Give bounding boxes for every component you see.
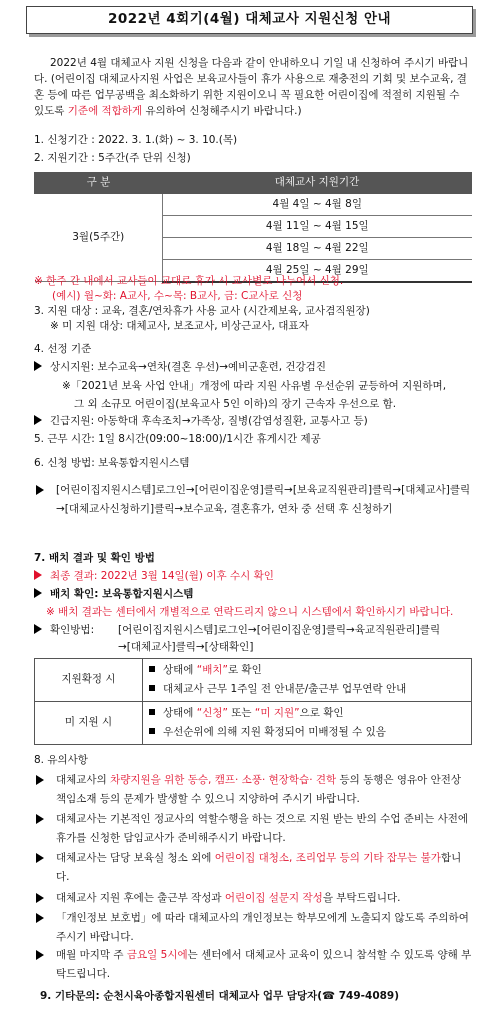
status-text: 상태에 xyxy=(163,707,197,719)
square-bullet-icon xyxy=(149,709,155,715)
notice-item-2 xyxy=(36,810,472,848)
square-bullet-icon xyxy=(149,728,155,734)
triangle-bullet-icon xyxy=(34,570,42,580)
notice-item-6 xyxy=(36,946,472,984)
section-1-application-period: 1. 신청기간 : 2022. 3. 1.(화) ~ 3. 10.(목) xyxy=(34,134,238,146)
final-result-text: 최종 결과: 2022년 3월 14일(월) 이후 수시 확인 xyxy=(50,570,274,582)
note-example: (예시) 월~화: A교사, 수~목: B교사, 금: C교사로 신청 xyxy=(52,290,303,302)
intro-paragraph xyxy=(34,55,472,119)
triangle-bullet-icon xyxy=(36,893,44,903)
criteria-urgent-text: 긴급지원: 아동학대 후속조치→가족상, 질병(감염성질환, 교통사고 등) xyxy=(50,415,368,427)
triangle-bullet-icon xyxy=(36,775,44,785)
section-5-work-hours: 5. 근무 시간: 1일 8시간(09:00~18:00)/1시간 휴게시간 제공 xyxy=(34,433,321,445)
section-3-ineligible: ※ 미 지원 대상: 대체교사, 보조교사, 비상근교사, 대표자 xyxy=(50,320,309,332)
triangle-bullet-icon xyxy=(36,853,44,863)
assignment-check-text: 배치 확인: 보육통합지원시스템 xyxy=(50,588,194,600)
support-period-table xyxy=(34,172,472,283)
intro-highlight: 기준에 적합하게 xyxy=(67,105,143,117)
status-text: 로 확인 xyxy=(227,664,262,676)
triangle-bullet-icon xyxy=(34,588,42,598)
period-row: 4월 25일 ~ 4월 29일 xyxy=(163,260,472,282)
period-table-header-category: 구 분 xyxy=(35,173,163,194)
section-9-contact: 9. 기타문의: 순천시육아종합지원센터 대체교사 업무 담당자(☎ 749-4089) xyxy=(40,990,400,1002)
notice-text: 「개인정보 보호법」에 따라 대체교사의 개인정보는 학부모에게 노출되지 않도록 주의하여 주시기 바랍니다. xyxy=(56,912,469,943)
criteria-note-2: 그 외 소규모 어린이집(보육교사 5인 이하)의 장기 근속자 우선으로 함. xyxy=(74,398,397,410)
notice-text: 대체교사 지원 후에는 출근부 작성과 xyxy=(56,892,225,904)
period-table-group: 3월(5주간) xyxy=(35,194,163,282)
period-row: 4월 4일 ~ 4월 8일 xyxy=(163,194,472,216)
status-text: 우선순위에 의해 지원 확정되어 미배정될 수 있음 xyxy=(163,726,386,738)
triangle-bullet-icon xyxy=(36,485,44,495)
triangle-bullet-icon xyxy=(36,950,44,960)
notice-highlight: 금요일 5시에 xyxy=(126,949,188,961)
notice-item-3 xyxy=(36,849,472,887)
note-weekly-rotation: ※ 한주 간 내에서 교사들이 교대로 휴가 시 교사별로 나누어서 신청. xyxy=(34,275,344,287)
check-method-line-2: →[대체교사]클릭→[상태확인] xyxy=(118,641,254,653)
notice-text: 을 부탁드립니다. xyxy=(322,892,401,904)
triangle-bullet-icon xyxy=(36,913,44,923)
notice-highlight: 어린이집 설문지 작성 xyxy=(224,892,323,904)
criteria-regular-text: 상시지원: 보수교육→연차(결혼 우선)→예비군훈련, 건강검진 xyxy=(50,361,326,373)
notice-text: 대체교사는 담당 보육실 청소 외에 xyxy=(56,852,215,864)
status-not-supported-items xyxy=(143,702,472,745)
status-highlight: “배치” xyxy=(196,664,228,676)
triangle-bullet-icon xyxy=(34,361,42,371)
period-row: 4월 11일 ~ 4월 15일 xyxy=(163,216,472,238)
section-4-criteria: 4. 선정 기준 xyxy=(34,343,92,355)
triangle-bullet-icon xyxy=(36,814,44,824)
status-text: 또는 xyxy=(227,707,255,719)
notice-item-1 xyxy=(36,771,472,809)
check-method xyxy=(34,623,94,638)
section-3-eligible: 3. 지원 대상 : 교육, 결혼/연차휴가 사용 교사 (시간제보육, 교사겸직원장) xyxy=(34,305,370,317)
status-text: 상태에 xyxy=(163,664,197,676)
notice-text: 매월 마지막 주 xyxy=(56,949,127,961)
application-steps xyxy=(36,481,472,519)
status-highlight: “미 지원” xyxy=(254,707,300,719)
criteria-note-1: ※「2021년 보육 사업 안내」개정에 따라 지원 사유별 우선순위 균등하여 지원하며, xyxy=(62,380,447,392)
result-note: ※ 배치 결과는 센터에서 개별적으로 연락드리지 않으니 시스템에서 확인하시기 바랍니다. xyxy=(46,606,454,618)
title-box xyxy=(26,6,473,34)
notice-item-4 xyxy=(36,889,472,908)
notice-text: 는 센터에서 대체교사 교육이 있으니 참석할 수 있도록 양해 부탁드립니다. xyxy=(56,949,472,980)
square-bullet-icon xyxy=(149,685,155,691)
triangle-bullet-icon xyxy=(34,624,42,634)
section-6-method: 6. 신청 방법: 보육통합지원시스템 xyxy=(34,457,190,469)
notice-text: 등의 동행은 영유아 안전상 책임소재 등의 문제가 발생할 수 있으니 지양하여 주시기 바랍니다. xyxy=(56,774,462,805)
status-not-supported-label: 미 지원 시 xyxy=(35,702,143,745)
status-text: 대체교사 근무 1주일 전 안내문/출근부 업무연락 안내 xyxy=(163,683,407,695)
notice-highlight: 차량지원을 위한 동승, 캠프· 소풍· 현장학습· 견학 xyxy=(110,774,337,786)
section-2-support-period: 2. 지원기간 : 5주간(주 단위 신청) xyxy=(34,152,191,164)
page-title: 2022년 4회기(4월) 대체교사 지원신청 안내 xyxy=(107,11,392,28)
final-result xyxy=(34,569,274,584)
intro-text-2: 유의하여 신청해주시기 바랍니다.) xyxy=(142,105,302,117)
notice-highlight: 어린이집 대청소, 조리업무 등의 기타 잡무는 불가 xyxy=(214,852,441,864)
square-bullet-icon xyxy=(149,666,155,672)
section-8-notices: 8. 유의사항 xyxy=(34,754,88,766)
assignment-check xyxy=(34,587,193,602)
check-method-line-1: [어린이집지원시스템]로그인→[어린이집운영]클릭→육교직원관리]클릭 xyxy=(118,624,441,636)
status-highlight: “신청” xyxy=(196,707,228,719)
status-confirmed-items xyxy=(143,659,472,702)
section-7-result: 7. 배치 결과 및 확인 방법 xyxy=(34,552,155,564)
notice-item-5 xyxy=(36,909,472,947)
period-table-header-period: 대체교사 지원기간 xyxy=(163,173,472,194)
period-row: 4월 18일 ~ 4월 22일 xyxy=(163,238,472,260)
criteria-regular xyxy=(34,360,326,375)
notice-text: 대체교사는 기본적인 정교사의 역할수행을 하는 것으로 지원 받는 반의 수업 준비는 사전에 휴가를 신청한 담임교사가 준비해주시기 바랍니다. xyxy=(56,813,469,844)
status-text: 으로 확인 xyxy=(299,707,344,719)
application-steps-text: [어린이집지원시스템]로그인→[어린이집운영]클릭→[보육교직원관리]클릭→[대체교사]클릭→[대체교사신청하기]클릭→보수교육, 결혼휴가, 연차 중 선택 후 신청하기 xyxy=(56,484,471,515)
intro-text-1: 2022년 4월 대체교사 지원 신청을 다음과 같이 안내하오니 기일 내 신청하여 주시기 바랍니다. (어린이집 대체교사지원 사업은 보육교사들이 휴가 사용으로 재충전의 기회 및 보수교육, 결혼 등에 따른 업무공백을 최소화하기 위한 지원이오니 꼭 필요한 어린이집에 적절히 지원될 수 있도록 xyxy=(34,57,469,117)
notice-text: 합니다. xyxy=(56,852,462,883)
criteria-urgent xyxy=(34,414,368,429)
check-method-label: 확인방법: xyxy=(50,624,95,636)
result-status-table xyxy=(34,658,472,745)
triangle-bullet-icon xyxy=(34,415,42,425)
status-confirmed-label: 지원확정 시 xyxy=(35,659,143,702)
notice-text: 대체교사의 xyxy=(56,774,111,786)
